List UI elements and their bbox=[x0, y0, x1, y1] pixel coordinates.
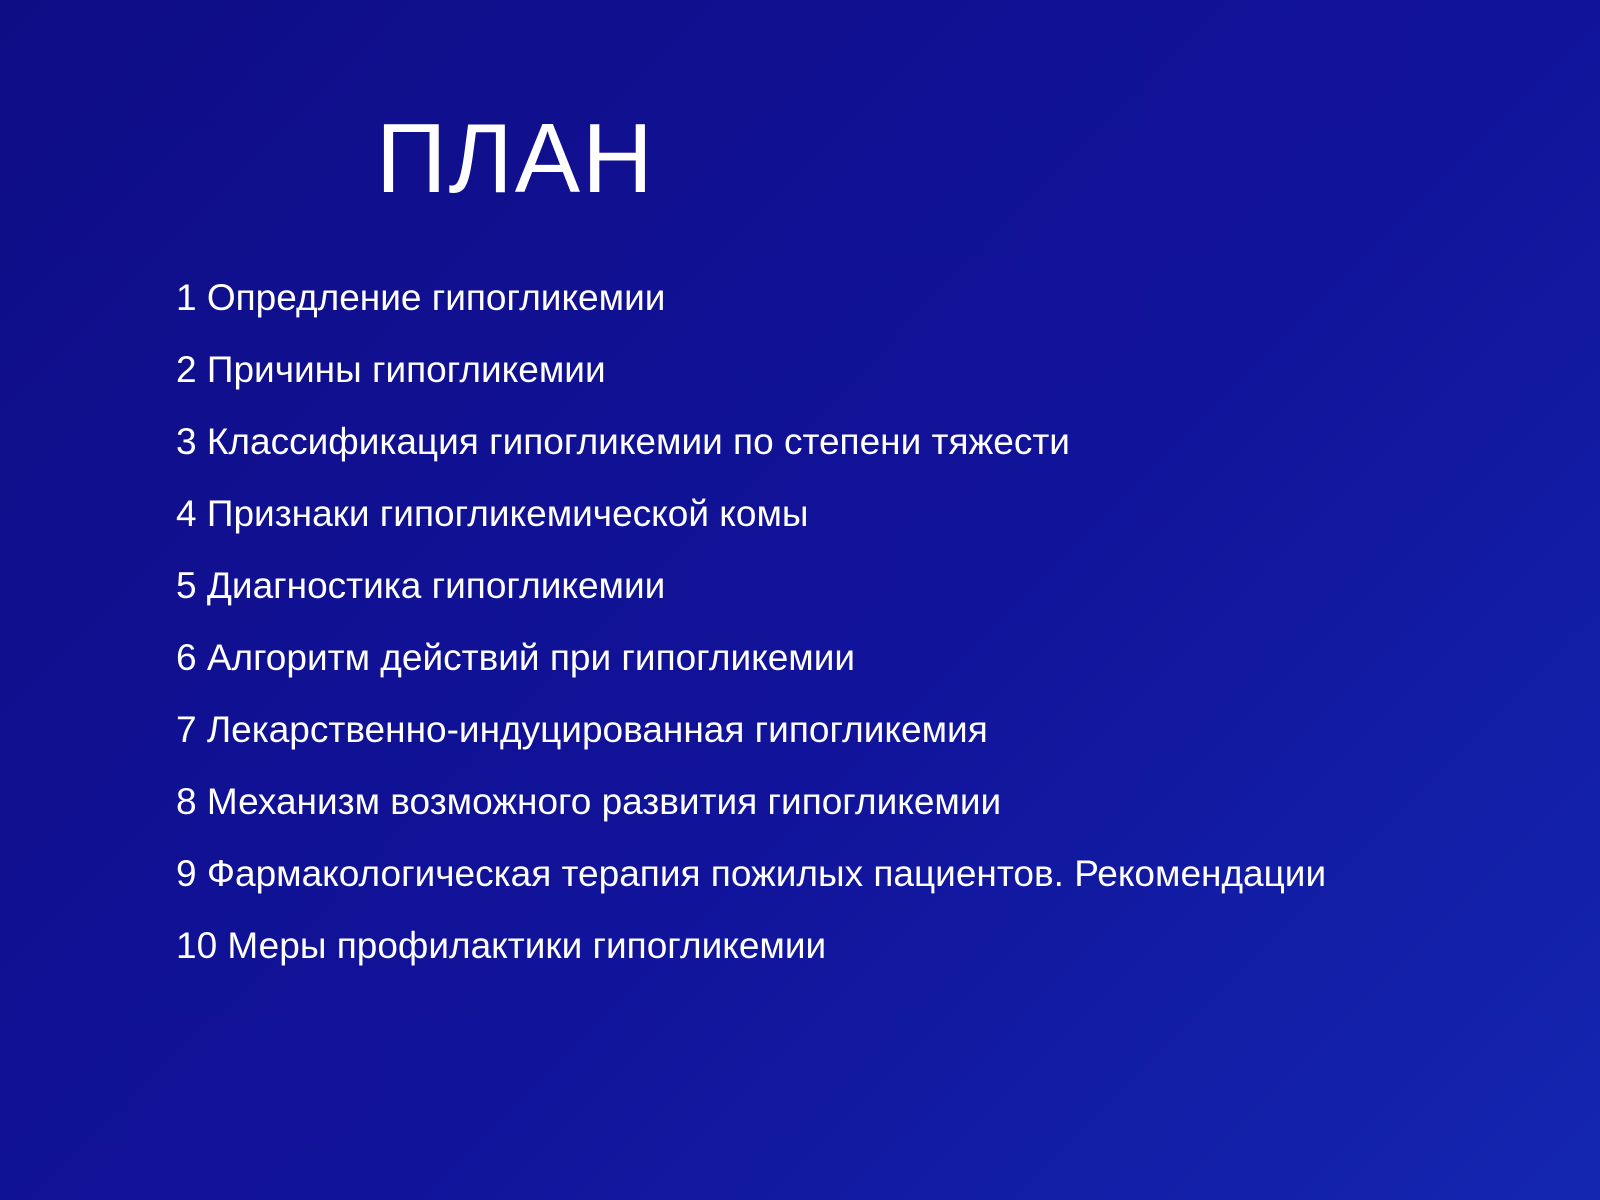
plan-item-2: 2 Причины гипогликемии bbox=[176, 349, 606, 390]
plan-list bbox=[176, 272, 1326, 992]
plan-item-10: 10 Меры профилактики гипогликемии bbox=[176, 925, 827, 966]
plan-item-8: 8 Механизм возможного развития гипогликемии bbox=[176, 781, 1002, 822]
plan-item-7: 7 Лекарственно-индуцированная гипогликемия bbox=[176, 709, 988, 750]
plan-item-3: 3 Классификация гипогликемии по степени тяжести bbox=[176, 421, 1070, 462]
plan-item-6: 6 Алгоритм действий при гипогликемии bbox=[176, 637, 856, 678]
plan-item-4: 4 Признаки гипогликемической комы bbox=[176, 493, 809, 534]
plan-item-5: 5 Диагностика гипогликемии bbox=[176, 565, 666, 606]
slide-title: ПЛАН bbox=[376, 103, 655, 213]
plan-item-9: 9 Фармакологическая терапия пожилых пациентов. Рекомендации bbox=[176, 853, 1327, 894]
plan-item-1: 1 Опредление гипогликемии bbox=[176, 277, 666, 318]
